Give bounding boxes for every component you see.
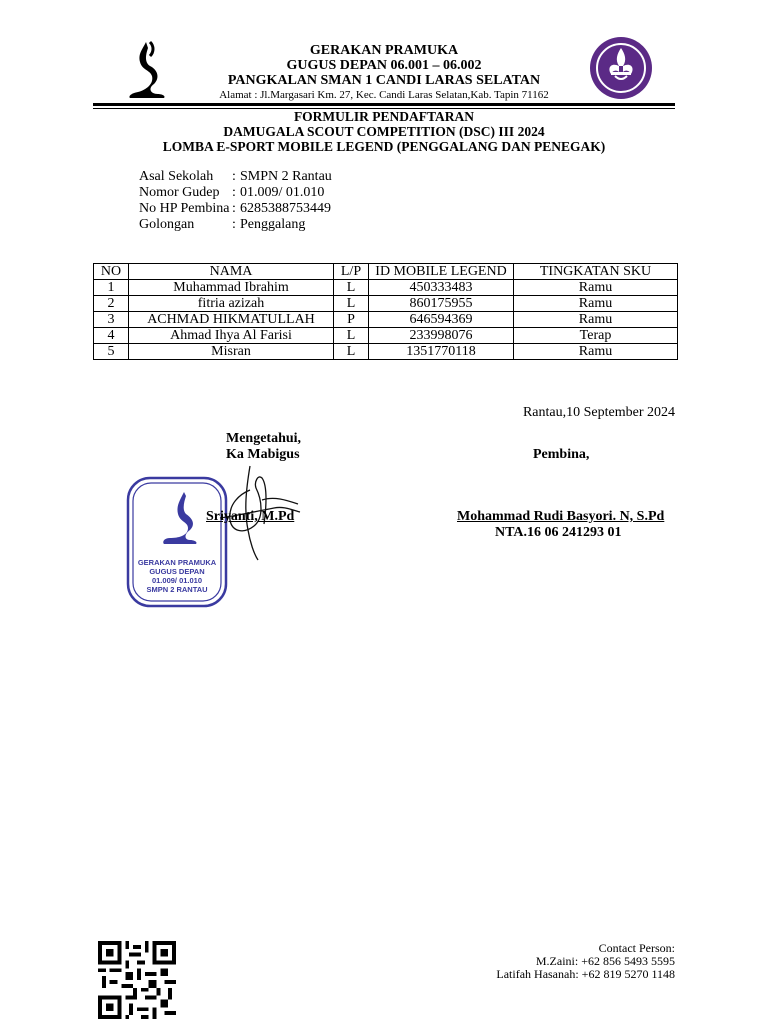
col-header-sku: TINGKATAN SKU — [514, 264, 678, 280]
cell-gender: L — [334, 344, 369, 360]
table-row — [94, 328, 678, 344]
info-value: SMPN 2 Rantau — [240, 169, 332, 184]
competition-title: LOMBA E-SPORT MOBILE LEGEND (PENGGALANG DAN PENEGAK) — [162, 139, 606, 154]
col-header-ml-id: ID MOBILE LEGEND — [369, 264, 514, 280]
cell-ml-id: 450333483 — [369, 280, 514, 296]
info-label: Asal Sekolah — [139, 169, 214, 184]
header-rule-thick — [93, 103, 675, 106]
address: Alamat : Jl.Margasari Km. 27, Kec. Candi Laras Selatan,Kab. Tapin 71162 — [219, 89, 549, 101]
cell-gender: L — [334, 280, 369, 296]
table-row — [94, 312, 678, 328]
cell-sku: Ramu — [514, 344, 678, 360]
cell-ml-id: 1351770118 — [369, 344, 514, 360]
cell-gender: L — [334, 328, 369, 344]
pembina-nta: NTA.16 06 241293 01 — [495, 525, 622, 540]
org-name: GERAKAN PRAMUKA — [309, 43, 459, 58]
cell-no: 3 — [94, 312, 129, 328]
contact-person-1: M.Zaini: +62 856 5493 5595 — [535, 954, 675, 968]
event-title: DAMUGALA SCOUT COMPETITION (DSC) III 2024 — [223, 124, 545, 139]
stamp-line: 01.009/ 01.010 — [151, 576, 203, 585]
participants-table — [93, 263, 678, 360]
info-value: 01.009/ 01.010 — [240, 185, 325, 200]
cell-no: 4 — [94, 328, 129, 344]
cell-sku: Ramu — [514, 296, 678, 312]
ka-mabigus-label: Ka Mabigus — [226, 447, 300, 462]
cell-ml-id: 860175955 — [369, 296, 514, 312]
cell-no: 5 — [94, 344, 129, 360]
mabigus-name: Sriyanti, M.Pd — [206, 509, 295, 524]
info-label: No HP Pembina — [139, 201, 230, 216]
col-header-name: NAMA — [129, 264, 334, 280]
table-row — [94, 280, 678, 296]
col-header-no: NO — [94, 264, 129, 280]
info-value: Penggalang — [240, 217, 306, 232]
cell-no: 1 — [94, 280, 129, 296]
cell-sku: Terap — [514, 328, 678, 344]
table-header-row — [94, 264, 678, 280]
stamp-line: GUGUS DEPAN — [149, 567, 205, 576]
stamp-line: GERAKAN PRAMUKA — [137, 558, 217, 567]
cell-ml-id: 233998076 — [369, 328, 514, 344]
info-row-golongan: Golongan : Penggalang — [139, 217, 306, 232]
cell-gender: L — [334, 296, 369, 312]
info-value: 6285388753449 — [240, 201, 331, 216]
cell-ml-id: 646594369 — [369, 312, 514, 328]
table-row — [94, 296, 678, 312]
unit-name: GUGUS DEPAN 06.001 – 06.002 — [286, 58, 482, 73]
contact-person-2: Latifah Hasanah: +62 819 5270 1148 — [496, 967, 675, 981]
cell-name: Muhammad Ibrahim — [129, 280, 334, 296]
place-date: Rantau,10 September 2024 — [522, 405, 675, 420]
contact-heading: Contact Person: — [598, 941, 675, 955]
info-row-phone: No HP Pembina : 6285388753449 — [139, 201, 331, 216]
stamp-text — [126, 558, 228, 594]
cell-name: Misran — [129, 344, 334, 360]
info-row-gudep: Nomor Gudep : 01.009/ 01.010 — [139, 185, 325, 200]
pembina-label: Pembina, — [533, 447, 590, 462]
info-row-school: Asal Sekolah : SMPN 2 Rantau — [139, 169, 332, 184]
base-name: PANGKALAN SMAN 1 CANDI LARAS SELATAN — [227, 73, 541, 88]
cell-gender: P — [334, 312, 369, 328]
cell-name: Ahmad Ihya Al Farisi — [129, 328, 334, 344]
cell-name: ACHMAD HIKMATULLAH — [129, 312, 334, 328]
cell-no: 2 — [94, 296, 129, 312]
table-row — [94, 344, 678, 360]
col-header-gender: L/P — [334, 264, 369, 280]
info-label: Nomor Gudep — [139, 185, 220, 200]
stamp-line: SMPN 2 RANTAU — [146, 585, 208, 594]
cell-sku: Ramu — [514, 280, 678, 296]
info-label: Golongan — [139, 217, 195, 232]
form-title: FORMULIR PENDAFTARAN — [293, 109, 475, 124]
acknowledged-label: Mengetahui, — [226, 431, 302, 446]
cell-sku: Ramu — [514, 312, 678, 328]
pembina-name: Mohammad Rudi Basyori. N, S.Pd — [457, 509, 665, 524]
cell-name: fitria azizah — [129, 296, 334, 312]
qr-code — [97, 941, 177, 1019]
